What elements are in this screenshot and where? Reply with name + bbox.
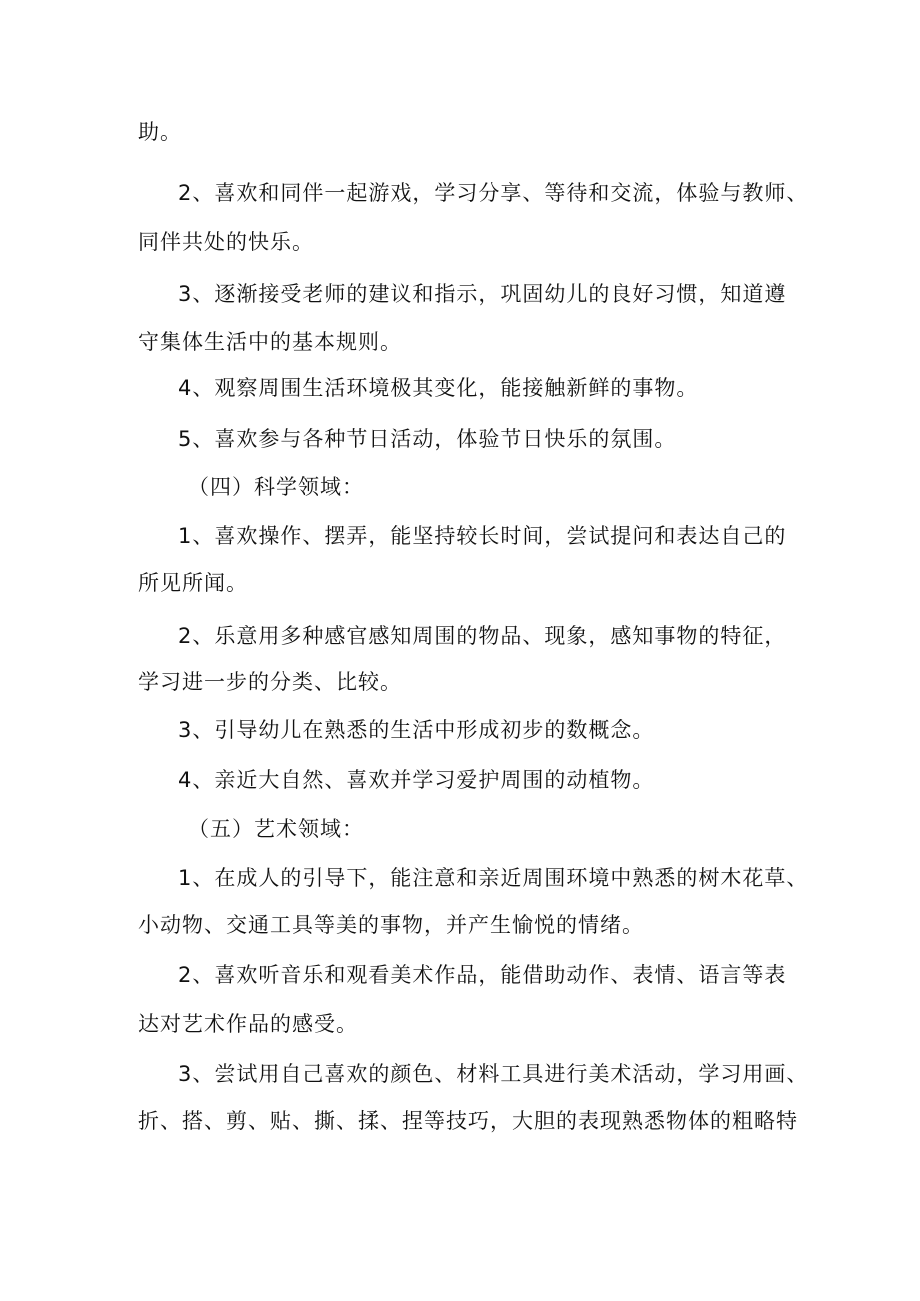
text-line: 3、引导幼儿在熟悉的生活中形成初步的数概念。: [178, 718, 655, 742]
section-heading: （五）艺术领域：: [188, 817, 364, 841]
text-line: 达对艺术作品的感受。: [138, 1012, 358, 1036]
text-line: 助。: [138, 120, 182, 144]
text-line: 4、观察周围生活环境极其变化，能接触新鲜的事物。: [178, 376, 699, 400]
text-line: 折、搭、剪、贴、撕、揉、捏等技巧，大胆的表现熟悉物体的粗略特: [138, 1109, 798, 1133]
text-line: 小动物、交通工具等美的事物，并产生愉悦的情绪。: [138, 913, 644, 937]
text-line: 3、尝试用自己喜欢的颜色、材料工具进行美术活动，学习用画、: [178, 1062, 809, 1086]
section-heading: （四）科学领域：: [188, 475, 364, 499]
text-line: 守集体生活中的基本规则。: [138, 330, 402, 354]
text-line: 3、逐渐接受老师的建议和指示，巩固幼儿的良好习惯，知道遵: [178, 282, 787, 306]
text-line: 5、喜欢参与各种节日活动，体验节日快乐的氛围。: [178, 427, 677, 451]
text-line: 2、乐意用多种感官感知周围的物品、现象，感知事物的特征，: [178, 624, 787, 648]
text-line: 所见所闻。: [138, 571, 248, 595]
text-line: 同伴共处的快乐。: [138, 230, 314, 254]
text-line: 2、喜欢听音乐和观看美术作品，能借助动作、表情、语言等表: [178, 963, 787, 987]
text-line: 4、亲近大自然、喜欢并学习爱护周围的动植物。: [178, 768, 655, 792]
text-line: 学习进一步的分类、比较。: [138, 670, 402, 694]
text-line: 1、在成人的引导下，能注意和亲近周围环境中熟悉的树木花草、: [178, 866, 809, 890]
text-line: 1、喜欢操作、摆弄，能坚持较长时间，尝试提问和表达自己的: [178, 524, 787, 548]
text-line: 2、喜欢和同伴一起游戏，学习分享、等待和交流，体验与教师、: [178, 181, 809, 205]
